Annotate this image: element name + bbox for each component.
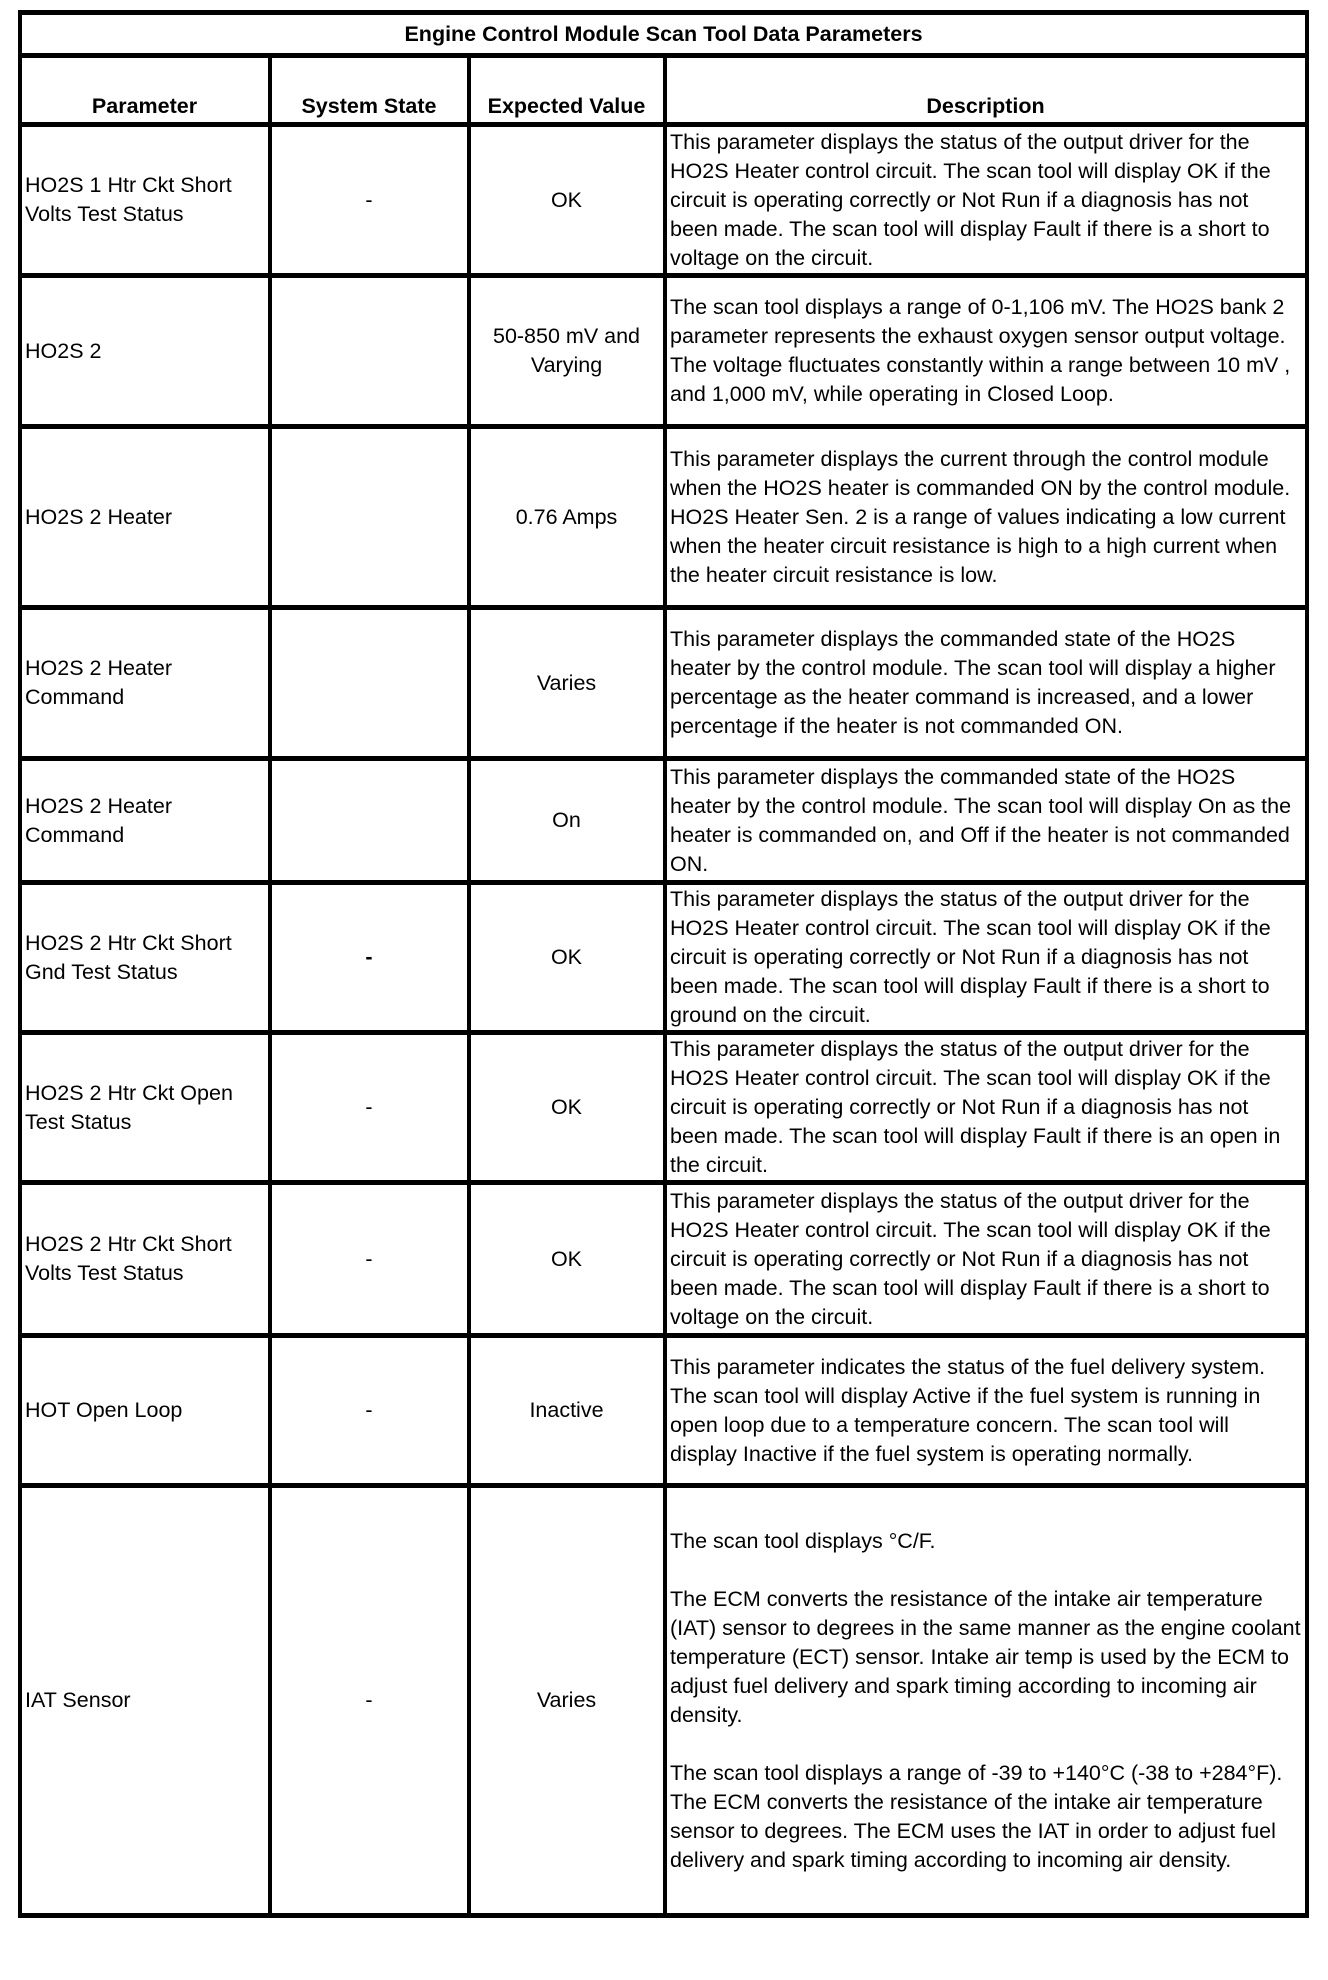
table-row xyxy=(20,759,1307,883)
expected-value-cell: 0.76 Amps xyxy=(469,427,665,608)
description-paragraph: The scan tool displays °C/F. xyxy=(670,1528,936,1553)
parameter-cell: HO2S 2 Htr Ckt Open Test Status xyxy=(20,1033,270,1183)
table-row xyxy=(20,1183,1307,1336)
system-state-cell: - xyxy=(270,1336,469,1486)
description-cell xyxy=(665,1033,1307,1183)
description-text: This parameter indicates the status of the fuel delivery system. The scan tool will display Active if the fuel system is running in open loop due to a temperature concern. The scan tool will display Inactive if the fuel system is operating normally. xyxy=(670,1354,1266,1466)
parameter-cell: HO2S 2 xyxy=(20,276,270,427)
header-system-state: System State xyxy=(270,56,469,125)
description-paragraph: The scan tool displays a range of -39 to +140°C (-38 to +284°F). The ECM converts the resistance of the intake air temperature sensor to degrees. The ECM uses the IAT in order to adjust fuel delivery and spark timing according to incoming air density. xyxy=(670,1760,1283,1872)
description-cell xyxy=(665,427,1307,608)
table-row xyxy=(20,1486,1307,1916)
scan-tool-data-table xyxy=(18,10,1309,1918)
parameter-cell: IAT Sensor xyxy=(20,1486,270,1916)
description-text: This parameter displays the current through the control module when the HO2S heater is commanded ON by the control module. HO2S Heater Sen. 2 is a range of values indicating a low current when the heater circuit resistance is high to a high current when the heater circuit resistance is low. xyxy=(670,446,1291,587)
system-state-cell: - xyxy=(270,883,469,1033)
expected-value-cell: Varies xyxy=(469,1486,665,1916)
description-cell xyxy=(665,1183,1307,1336)
expected-value-cell: On xyxy=(469,759,665,883)
description-text: This parameter displays the status of the output driver for the HO2S Heater control circuit. The scan tool will display OK if the circuit is operating correctly or Not Run if a diagnosis has not been made. The scan tool will display Fault if there is an open in the circuit. xyxy=(670,1037,1281,1177)
table-header-row xyxy=(20,56,1307,125)
expected-value-cell: OK xyxy=(469,1183,665,1336)
parameter-cell: HO2S 2 Heater Command xyxy=(20,608,270,759)
table-title-row xyxy=(20,13,1307,56)
parameter-cell: HOT Open Loop xyxy=(20,1336,270,1486)
parameter-cell: HO2S 2 Heater Command xyxy=(20,759,270,883)
expected-value-cell: OK xyxy=(469,883,665,1033)
system-state-cell xyxy=(270,608,469,759)
system-state-cell: - xyxy=(270,1183,469,1336)
system-state-cell: - xyxy=(270,1033,469,1183)
header-expected-value: Expected Value xyxy=(469,56,665,125)
description-cell xyxy=(665,759,1307,883)
table-row xyxy=(20,125,1307,276)
description-text: The scan tool displays a range of 0-1,106 mV. The HO2S bank 2 parameter represents the exhaust oxygen sensor output voltage. The voltage fluctuates constantly within a range between 10 mV , and 1,000 mV, while operating in Closed Loop. xyxy=(670,295,1291,406)
table-row xyxy=(20,276,1307,427)
expected-value-cell: Varies xyxy=(469,608,665,759)
table-title: Engine Control Module Scan Tool Data Parameters xyxy=(20,13,1307,56)
description-text: This parameter displays the status of the output driver for the HO2S Heater control circuit. The scan tool will display OK if the circuit is operating correctly or Not Run if a diagnosis has not been made. The scan tool will display Fault if there is a short to ground on the circuit. xyxy=(670,887,1271,1027)
expected-value-cell: OK xyxy=(469,125,665,276)
description-cell xyxy=(665,883,1307,1033)
header-description: Description xyxy=(665,56,1307,125)
system-state-cell xyxy=(270,427,469,608)
parameter-cell: HO2S 2 Htr Ckt Short Gnd Test Status xyxy=(20,883,270,1033)
description-cell xyxy=(665,608,1307,759)
description-text: This parameter displays the commanded state of the HO2S heater by the control module. The scan tool will display On as the heater is commanded on, and Off if the heater is not commanded ON. xyxy=(670,764,1292,876)
description-text: This parameter displays the status of the output driver for the HO2S Heater control circuit. The scan tool will display OK if the circuit is operating correctly or Not Run if a diagnosis has not been made. The scan tool will display Fault if there is a short to voltage on the circuit. xyxy=(670,129,1271,270)
parameter-cell: HO2S 2 Htr Ckt Short Volts Test Status xyxy=(20,1183,270,1336)
description-text: This parameter displays the status of the output driver for the HO2S Heater control circuit. The scan tool will display OK if the circuit is operating correctly or Not Run if a diagnosis has not been made. The scan tool will display Fault if there is a short to voltage on the circuit. xyxy=(670,1188,1271,1329)
table-row xyxy=(20,427,1307,608)
expected-value-cell: OK xyxy=(469,1033,665,1183)
system-state-cell xyxy=(270,759,469,883)
parameter-cell: HO2S 2 Heater xyxy=(20,427,270,608)
description-cell xyxy=(665,125,1307,276)
description-paragraph: The ECM converts the resistance of the intake air temperature (IAT) sensor to degrees in the same manner as the engine coolant temperature (ECT) sensor. Intake air temp is used by the ECM to adjust fuel delivery and spark timing according to incoming air density. xyxy=(670,1586,1301,1727)
description-cell xyxy=(665,1336,1307,1486)
table-row xyxy=(20,608,1307,759)
header-parameter: Parameter xyxy=(20,56,270,125)
description-text: This parameter displays the commanded state of the HO2S heater by the control module. The scan tool will display a higher percentage as the heater command is increased, and a lower percentage if the heater is not commanded ON. xyxy=(670,627,1276,738)
expected-value-cell: Inactive xyxy=(469,1336,665,1486)
parameter-cell: HO2S 1 Htr Ckt Short Volts Test Status xyxy=(20,125,270,276)
description-cell xyxy=(665,276,1307,427)
table-row xyxy=(20,1336,1307,1486)
description-cell xyxy=(665,1486,1307,1916)
expected-value-cell: 50-850 mV and Varying xyxy=(469,276,665,427)
system-state-cell: - xyxy=(270,125,469,276)
system-state-cell xyxy=(270,276,469,427)
table-row xyxy=(20,1033,1307,1183)
system-state-cell: - xyxy=(270,1486,469,1916)
table-row xyxy=(20,883,1307,1033)
